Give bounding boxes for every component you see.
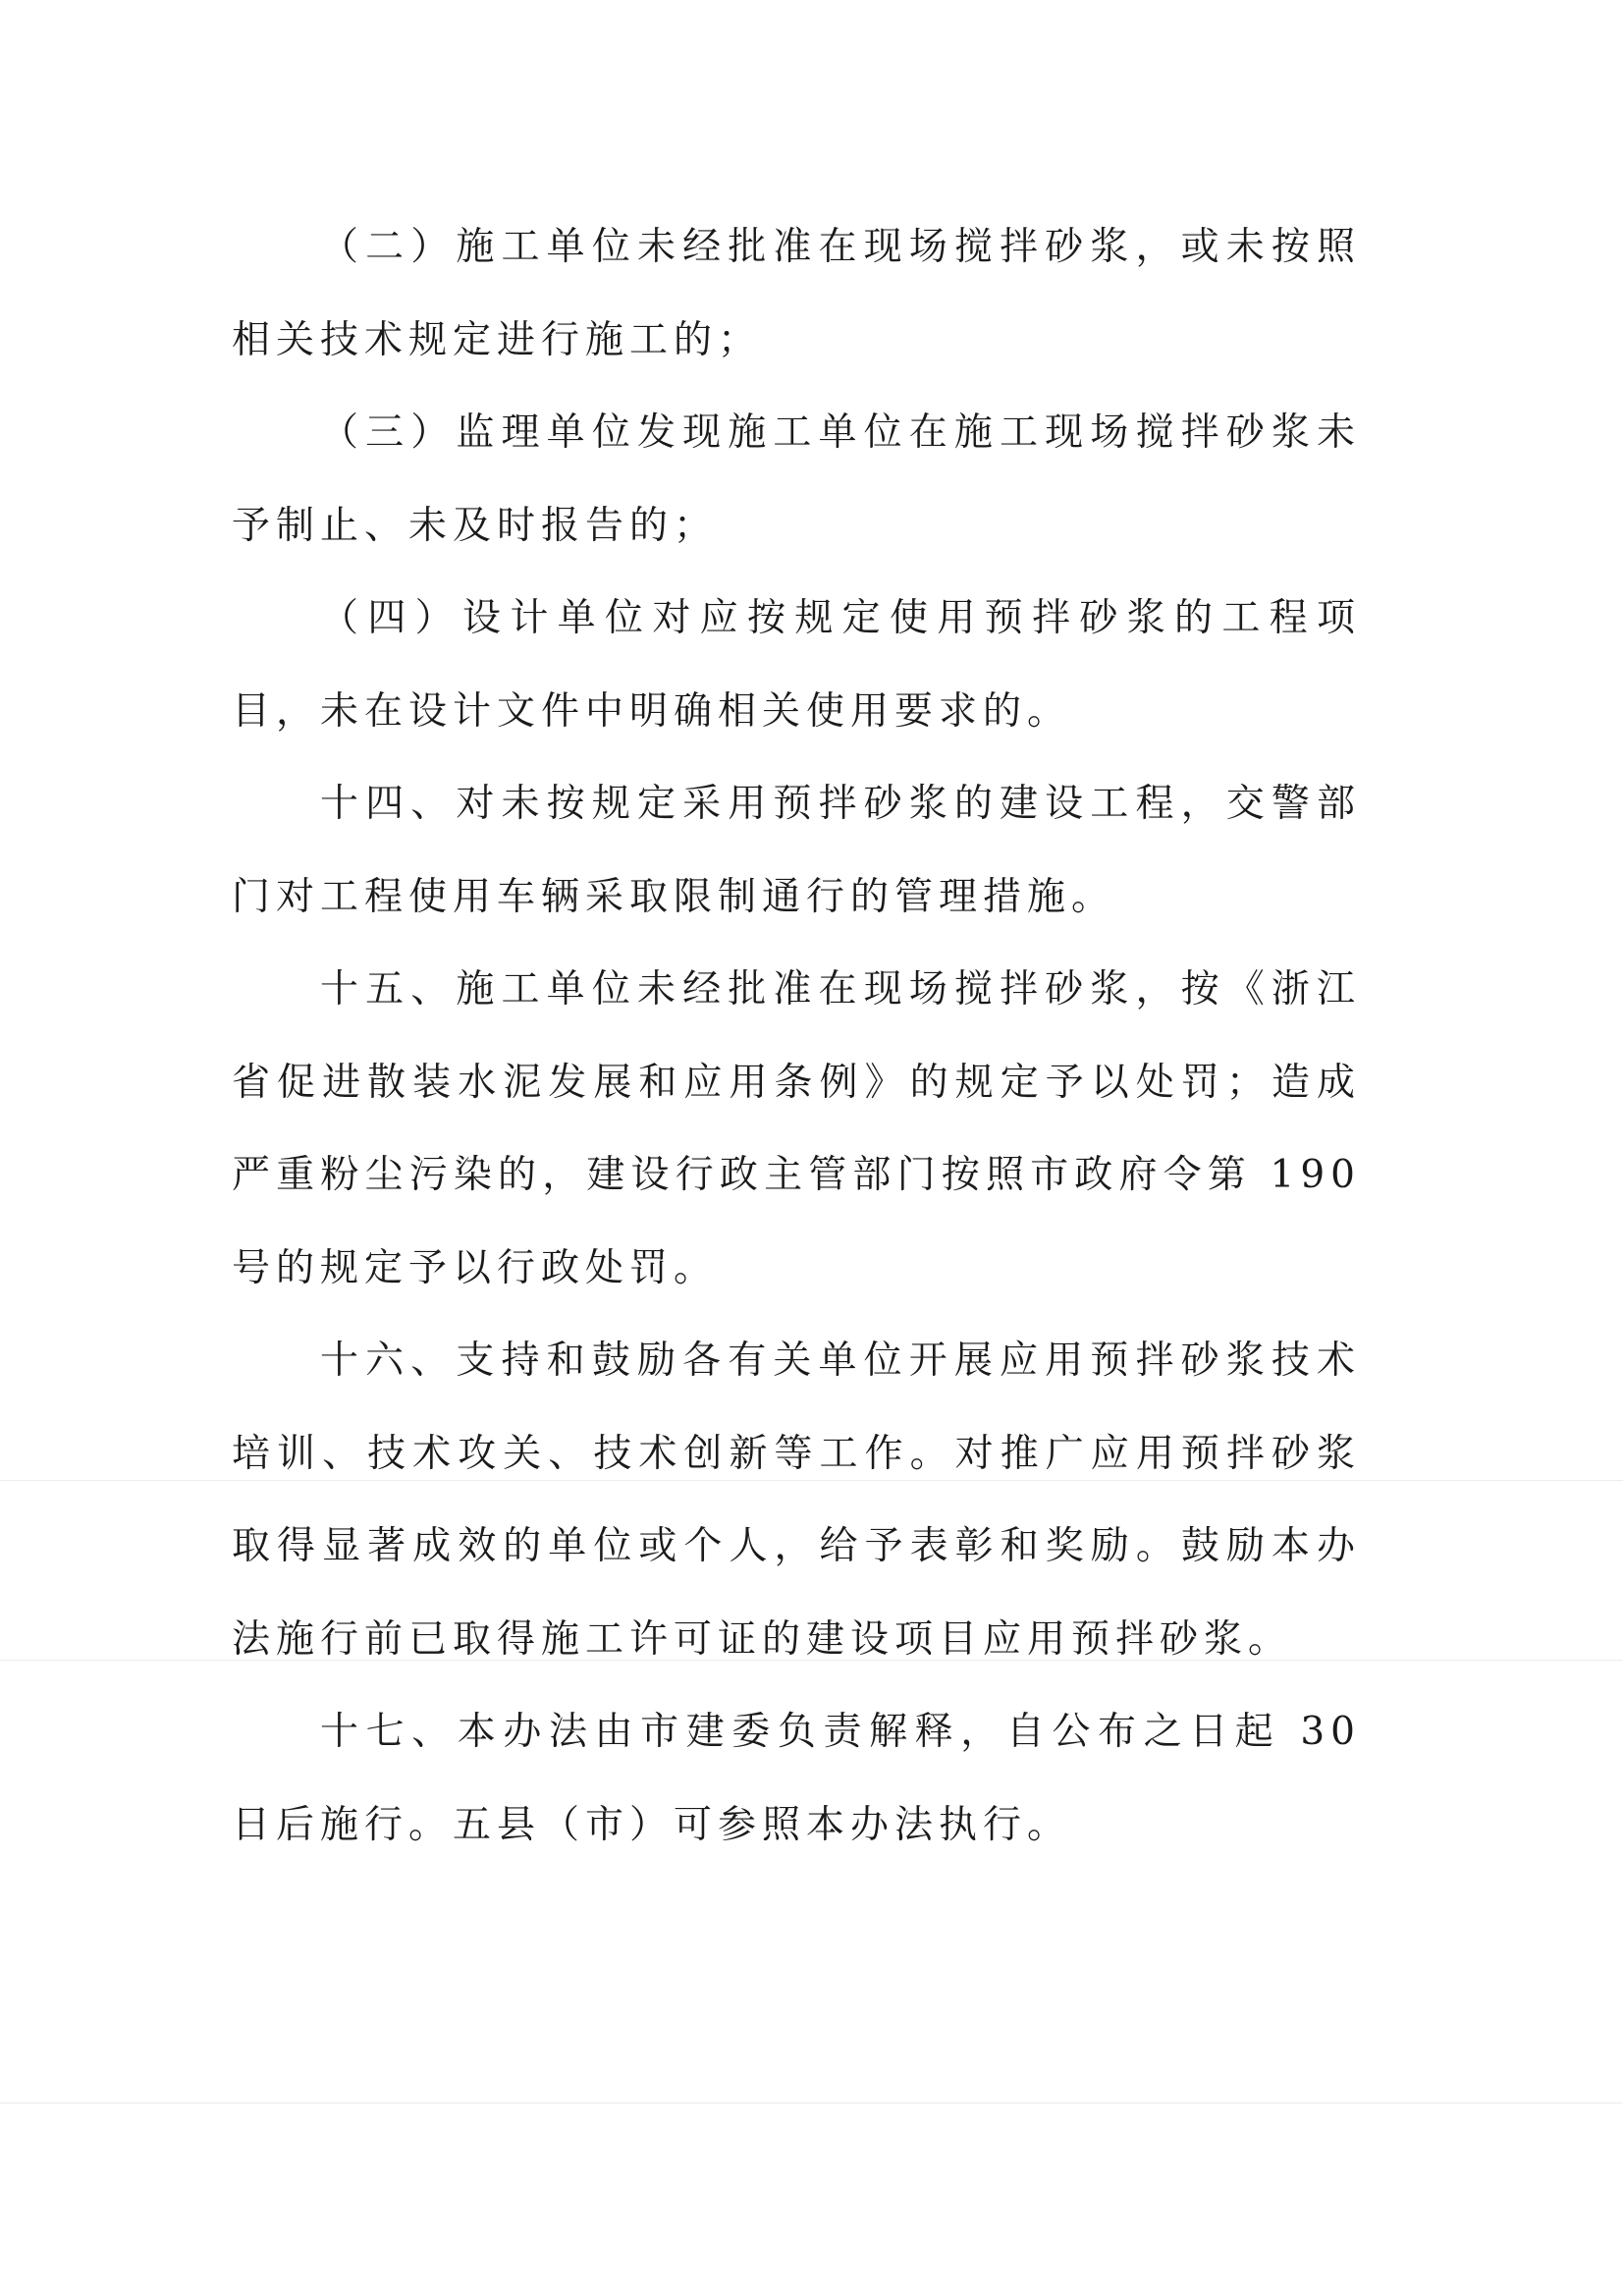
paragraph-item-3: （三）监理单位发现施工单位在施工现场搅拌砂浆未予制止、未及时报告的； — [232, 410, 1361, 548]
paragraph-article-16: 十六、支持和鼓励各有关单位开展应用预拌砂浆技术培训、技术攻关、技术创新等工作。对推广应用预拌砂浆取得显著成效的单位或个人，给予表彰和奖励。鼓励本办法施行前已取得施工许可证的建设项目应用预拌砂浆。 — [232, 1339, 1361, 1662]
paragraph-item-4: （四）设计单位对应按规定使用预拌砂浆的工程项目，未在设计文件中明确相关使用要求的。 — [232, 596, 1361, 734]
paragraph-item-2: （二）施工单位未经批准在现场搅拌砂浆，或未按照相关技术规定进行施工的； — [232, 225, 1361, 362]
paragraph-article-14: 十四、对未按规定采用预拌砂浆的建设工程，交警部门对工程使用车辆采取限制通行的管理措施。 — [232, 782, 1361, 919]
document-body — [232, 201, 1361, 1872]
paragraph-article-15: 十五、施工单位未经批准在现场搅拌砂浆，按《浙江省促进散装水泥发展和应用条例》的规定予以处罚；造成严重粉尘污染的，建设行政主管部门按照市政府令第 190 号的规定予以行政处罚。 — [232, 967, 1361, 1290]
paragraph-article-17: 十七、本办法由市建委负责解释，自公布之日起 30 日后施行。五县（市）可参照本办法执行。 — [232, 1710, 1361, 1847]
scan-streak — [0, 2103, 1623, 2104]
